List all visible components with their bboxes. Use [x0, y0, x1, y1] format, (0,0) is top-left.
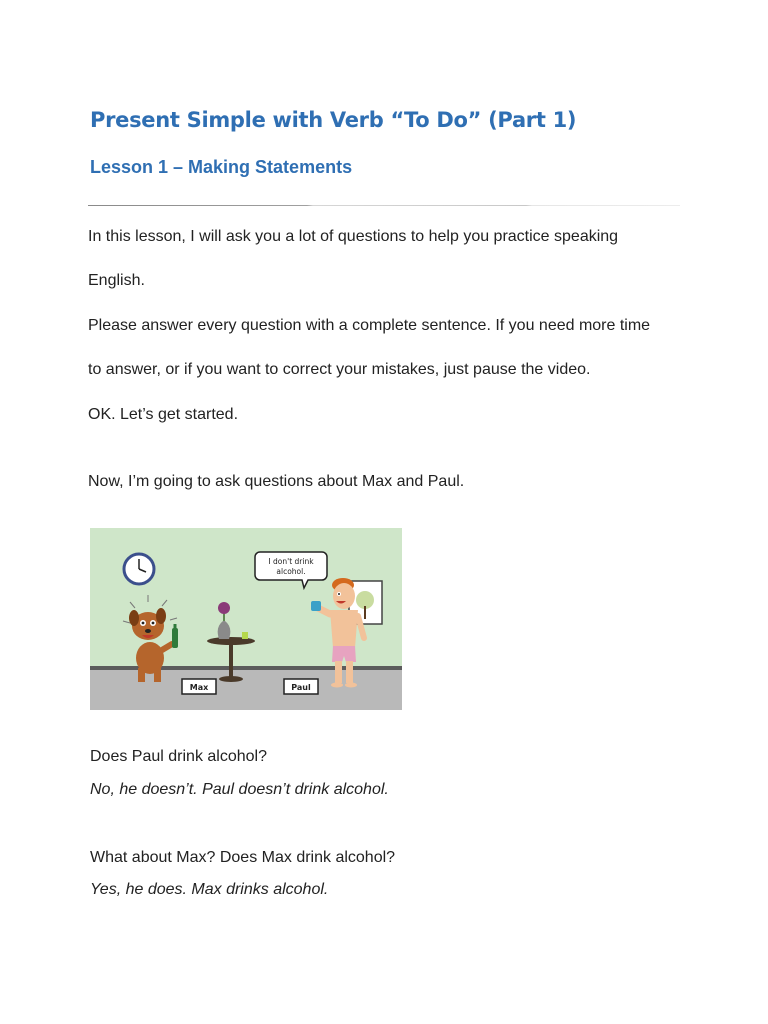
speech-bubble-text: alcohol. — [276, 567, 306, 576]
intro-paragraph-line: In this lesson, I will ask you a lot of questions to help you practice speaking — [88, 228, 619, 245]
answer-text: No, he doesn’t. Paul doesn’t drink alcohol. — [90, 781, 389, 798]
svg-text:Paul: Paul — [291, 683, 311, 692]
svg-text:Max: Max — [189, 683, 209, 692]
context-paragraph: Now, I’m going to ask questions about Max and Paul. — [88, 473, 465, 490]
max-name-label — [182, 679, 216, 694]
page-title: Present Simple with Verb “To Do” (Part 1) — [90, 108, 577, 132]
clock-icon — [124, 554, 154, 584]
speech-bubble-text: I don't drink — [268, 557, 314, 566]
question-text: Does Paul drink alcohol? — [90, 748, 267, 765]
intro-paragraph-line: English. — [88, 272, 145, 289]
section-divider — [88, 205, 680, 206]
start-paragraph: OK. Let’s get started. — [88, 406, 239, 423]
answer-text: Yes, he does. Max drinks alcohol. — [90, 881, 329, 898]
max-and-paul-illustration — [90, 528, 402, 710]
lesson-subtitle: Lesson 1 – Making Statements — [90, 157, 353, 177]
paul-name-label — [284, 679, 318, 694]
baseboard — [90, 666, 402, 670]
question-text: What about Max? Does Max drink alcohol? — [90, 849, 396, 866]
instructions-paragraph-line: Please answer every question with a complete sentence. If you need more time — [88, 317, 651, 334]
floor — [90, 670, 402, 710]
instructions-paragraph-line: to answer, or if you want to correct your mistakes, just pause the video. — [88, 361, 591, 378]
